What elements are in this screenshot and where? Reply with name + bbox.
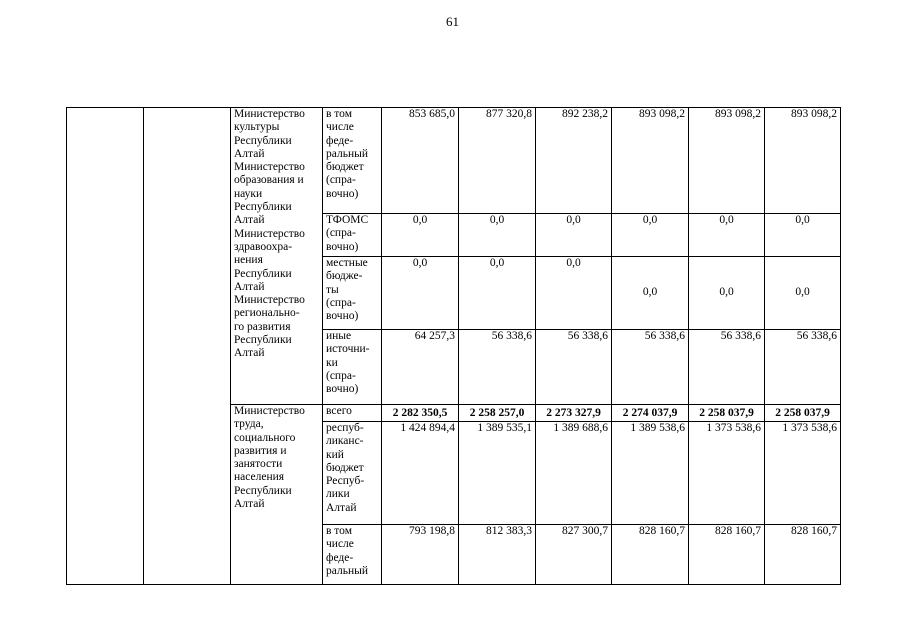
value-cell-total: 2 258 257,0 (459, 405, 536, 422)
value-cell: 0,0 (382, 214, 459, 257)
executor-cell: Министерство труда, социального развития и занятости населения Республики Алтай (231, 405, 323, 585)
value-cell: 56 338,6 (689, 330, 765, 405)
value-cell: 853 685,0 (382, 108, 459, 214)
value-cell: 0,0 (765, 257, 841, 330)
value-cell: 828 160,7 (612, 525, 689, 585)
value-cell: 64 257,3 (382, 330, 459, 405)
value-cell: 1 424 894,4 (382, 422, 459, 525)
value-cell: 893 098,2 (612, 108, 689, 214)
value-cell: 1 373 538,6 (765, 422, 841, 525)
value-cell: 1 373 538,6 (689, 422, 765, 525)
value-cell: 827 300,7 (536, 525, 612, 585)
value-cell: 893 098,2 (765, 108, 841, 214)
value-cell-total: 2 258 037,9 (689, 405, 765, 422)
budget-table (66, 107, 841, 585)
source-cell: в том числе феде- ральный бюджет (спра- вочно) (323, 108, 382, 214)
empty-cell-col1 (67, 108, 144, 585)
source-cell: ТФОМС (спра- вочно) (323, 214, 382, 257)
value-cell: 1 389 688,6 (536, 422, 612, 525)
source-cell: в том числе феде- ральный (323, 525, 382, 585)
source-cell: местные бюдже- ты (спра- вочно) (323, 257, 382, 330)
empty-cell-col2 (144, 108, 231, 585)
value-cell: 56 338,6 (612, 330, 689, 405)
source-cell: респуб- ликанс- кий бюджет Респуб- лики Алтай (323, 422, 382, 525)
value-cell: 0,0 (765, 214, 841, 257)
value-cell: 0,0 (612, 257, 689, 330)
value-cell: 0,0 (612, 214, 689, 257)
value-cell: 0,0 (536, 257, 612, 330)
value-cell: 56 338,6 (459, 330, 536, 405)
value-cell: 0,0 (459, 214, 536, 257)
value-cell: 828 160,7 (765, 525, 841, 585)
value-cell-total: 2 258 037,9 (765, 405, 841, 422)
value-cell: 0,0 (689, 214, 765, 257)
value-cell: 1 389 535,1 (459, 422, 536, 525)
value-cell-total: 2 274 037,9 (612, 405, 689, 422)
page-number: 61 (446, 14, 459, 29)
value-cell: 0,0 (689, 257, 765, 330)
executor-cell: Министерство культуры Республики Алтай Министерство образования и науки Республики Алтай Министерство здравоохра- нения Республики Алтай Министерство регионально- го развития Республики Алтай (231, 108, 323, 405)
source-cell: иные источни- ки (спра- вочно) (323, 330, 382, 405)
value-cell-total: 2 273 327,9 (536, 405, 612, 422)
value-cell: 812 383,3 (459, 525, 536, 585)
value-cell: 893 098,2 (689, 108, 765, 214)
value-cell: 1 389 538,6 (612, 422, 689, 525)
value-cell: 0,0 (536, 214, 612, 257)
value-cell: 0,0 (382, 257, 459, 330)
value-cell: 877 320,8 (459, 108, 536, 214)
value-cell: 793 198,8 (382, 525, 459, 585)
value-cell: 56 338,6 (765, 330, 841, 405)
value-cell: 828 160,7 (689, 525, 765, 585)
value-cell: 0,0 (459, 257, 536, 330)
value-cell: 56 338,6 (536, 330, 612, 405)
value-cell: 892 238,2 (536, 108, 612, 214)
table-row (67, 108, 841, 214)
value-cell-total: 2 282 350,5 (382, 405, 459, 422)
source-cell: всего (323, 405, 382, 422)
